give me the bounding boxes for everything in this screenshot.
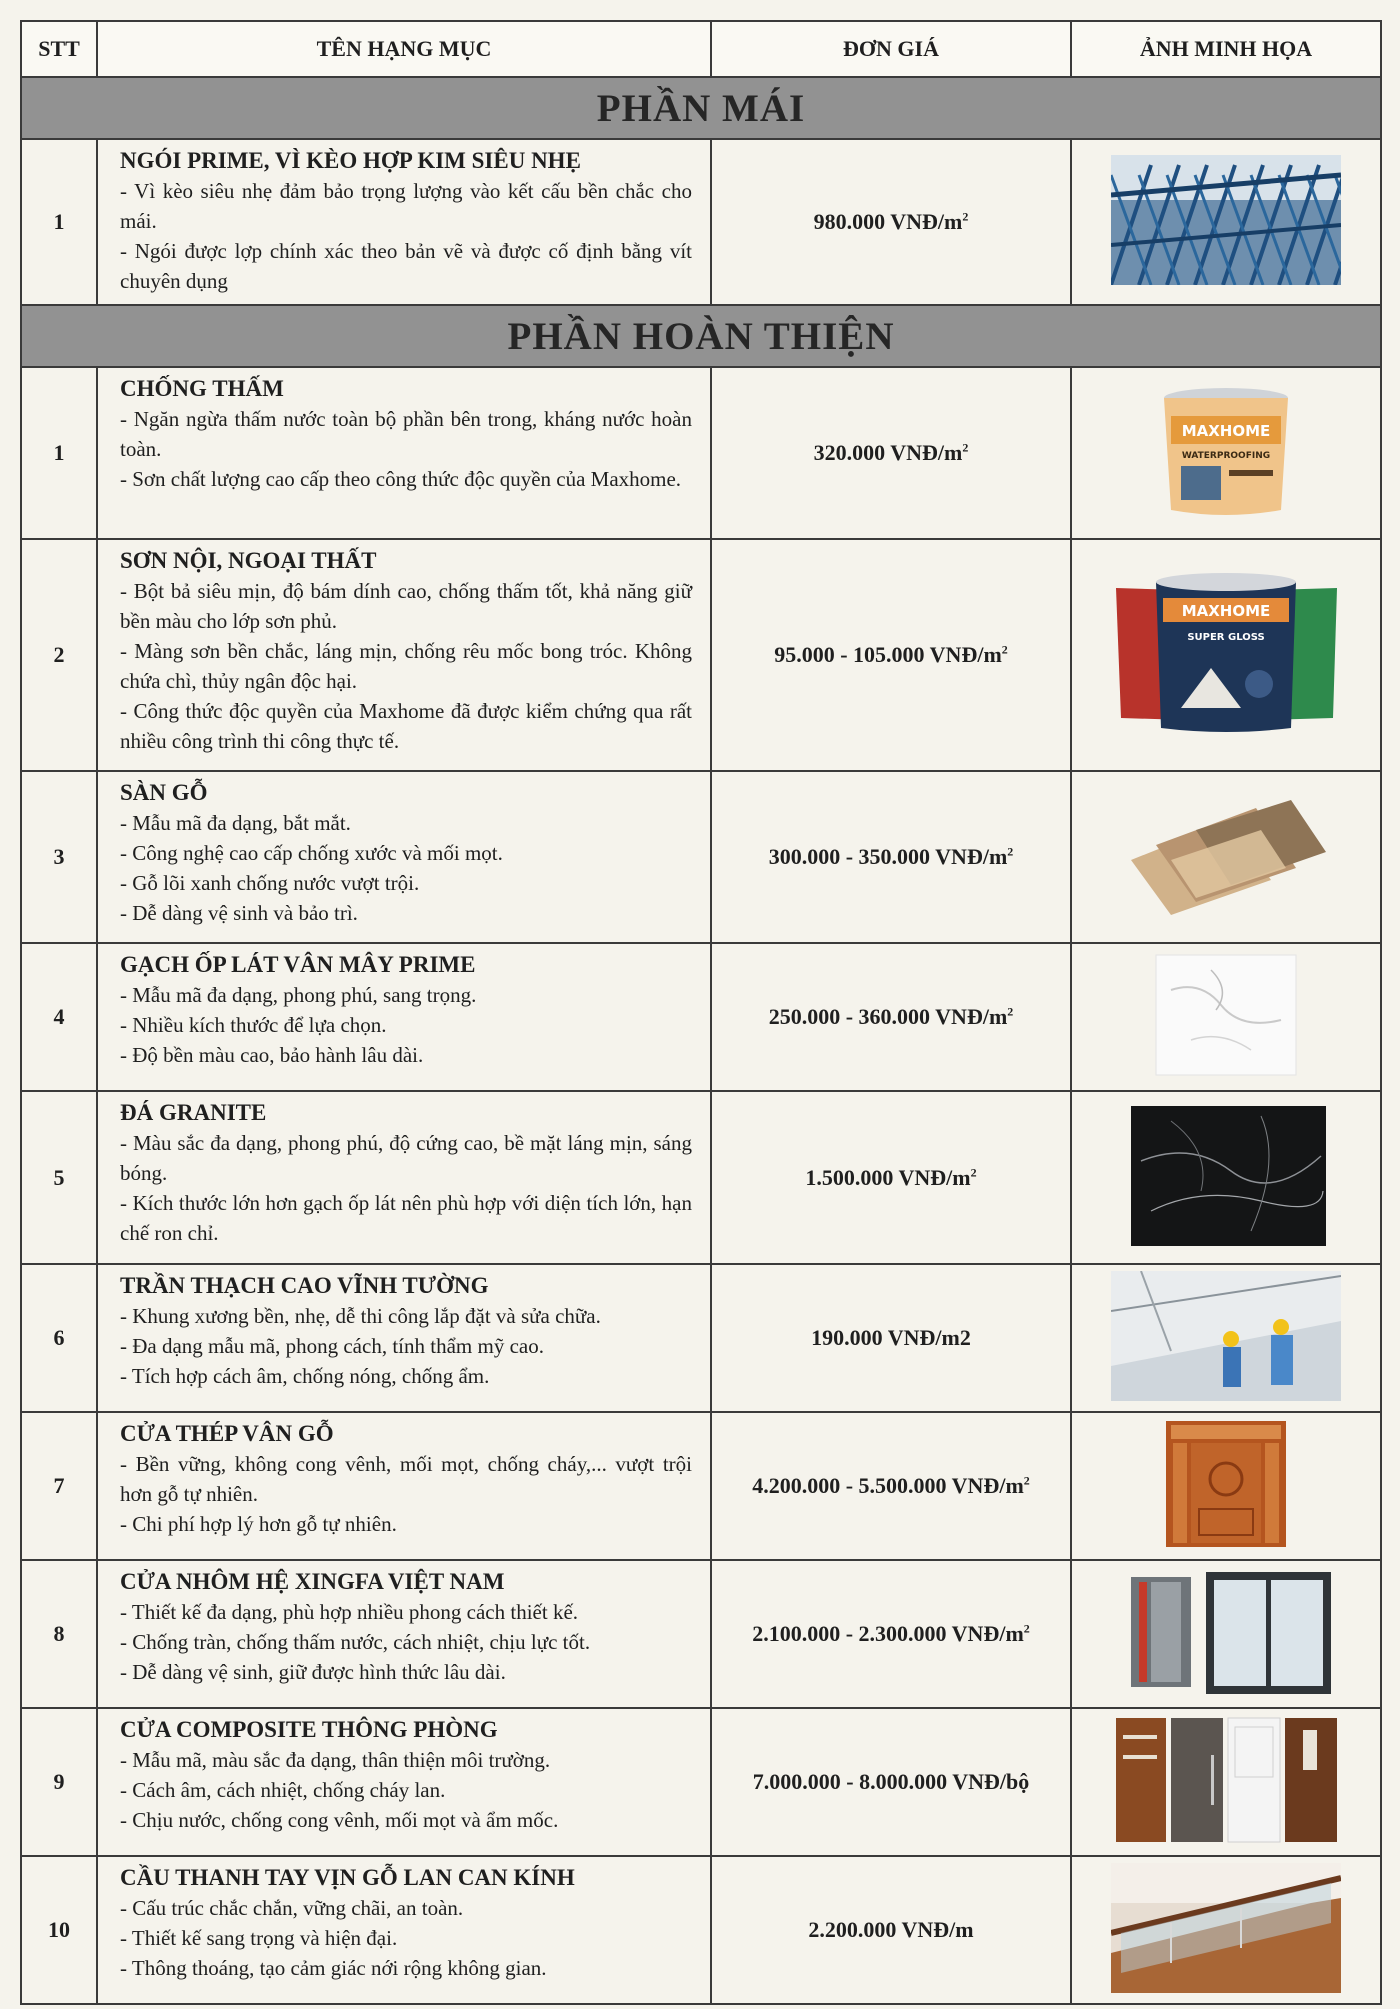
svg-text:WATERPROOFING: WATERPROOFING — [1181, 451, 1271, 461]
table-header-row — [21, 21, 1381, 77]
item-title: ĐÁ GRANITE — [120, 1100, 267, 1125]
row-stt: 9 — [21, 1708, 97, 1856]
row-description — [97, 139, 711, 305]
item-description-line: - Tích hợp cách âm, chống nóng, chống ẩm. — [120, 1364, 490, 1388]
section-title: PHẦN MÁI — [21, 77, 1381, 139]
price-unit-exponent: 2 — [1023, 1621, 1030, 1636]
item-title: CẦU THANH TAY VỊN GỖ LAN CAN KÍNH — [120, 1865, 575, 1890]
section-header-row — [21, 305, 1381, 367]
price-list-page — [20, 20, 1380, 1989]
item-description-line: - Bột bả siêu mịn, độ bám dính cao, chống thấm tốt, khả năng giữ bền màu cho lớp sơn phủ. — [120, 579, 692, 633]
row-description — [97, 771, 711, 943]
price-unit-exponent: 2 — [970, 1165, 977, 1180]
item-description-line: - Màng sơn bền chắc, láng mịn, chống rêu mốc bong tróc. Không chứa chì, thủy ngân độc hại. — [120, 639, 692, 693]
row-stt: 5 — [21, 1091, 97, 1264]
table-row — [21, 1856, 1381, 2004]
item-description-line: - Công nghệ cao cấp chống xước và mối mọt. — [120, 841, 503, 865]
section-header-row — [21, 77, 1381, 139]
row-image-cell — [1071, 367, 1381, 539]
row-price — [711, 1560, 1071, 1708]
wood-floor-samples-image — [1111, 905, 1341, 924]
row-image-cell — [1071, 1412, 1381, 1560]
row-description — [97, 539, 711, 771]
item-description-line: - Thông thoáng, tạo cảm giác nới rộng không gian. — [120, 1956, 547, 1980]
item-title: GẠCH ỐP LÁT VÂN MÂY PRIME — [120, 952, 476, 977]
row-price — [711, 1856, 1071, 2004]
item-description-line: - Kích thước lớn hơn gạch ốp lát nên phù hợp với diện tích lớn, hạn chế ron chỉ. — [120, 1191, 692, 1245]
row-stt: 10 — [21, 1856, 97, 2004]
steel-truss-image — [1111, 270, 1341, 289]
price-unit-exponent: 2 — [1023, 1473, 1030, 1488]
marble-tile-image — [1111, 1065, 1341, 1084]
row-stt: 8 — [21, 1560, 97, 1708]
price-unit-exponent: 2 — [962, 440, 969, 455]
item-description-line: - Gỗ lõi xanh chống nước vượt trội. — [120, 871, 420, 895]
table-row — [21, 367, 1381, 539]
header-name: TÊN HẠNG MỤC — [97, 21, 711, 77]
item-title: TRẦN THẠCH CAO VĨNH TƯỜNG — [120, 1273, 489, 1298]
item-title: SƠN NỘI, NGOẠI THẤT — [120, 548, 377, 573]
item-description-line: - Ngăn ngừa thấm nước toàn bộ phần bên trong, kháng nước hoàn toàn. — [120, 407, 692, 461]
row-description — [97, 1091, 711, 1264]
item-title: SÀN GỖ — [120, 780, 208, 805]
paint-buckets-image — [1111, 602, 1341, 742]
row-price — [711, 539, 1071, 771]
table-row — [21, 1708, 1381, 1856]
row-stt: 2 — [21, 539, 97, 771]
item-description-line: - Chống tràn, chống thấm nước, cách nhiệt, chịu lực tốt. — [120, 1630, 591, 1654]
price-value: 300.000 - 350.000 VNĐ/m — [768, 844, 1008, 869]
row-price — [711, 1091, 1071, 1264]
composite-doors-image — [1111, 1830, 1341, 1849]
row-description — [97, 943, 711, 1091]
item-title: CỬA THÉP VÂN GỖ — [120, 1421, 334, 1446]
price-value: 95.000 - 105.000 VNĐ/m — [774, 642, 1002, 667]
item-description-line: - Dễ dàng vệ sinh, giữ được hình thức lâu dài. — [120, 1660, 506, 1684]
item-description-line: - Thiết kế sang trọng và hiện đại. — [120, 1926, 398, 1950]
svg-text:SUPER GLOSS: SUPER GLOSS — [1187, 632, 1265, 643]
item-description-line: - Chi phí hợp lý hơn gỗ tự nhiên. — [120, 1512, 397, 1536]
item-title: CHỐNG THẤM — [120, 376, 284, 401]
item-description-line: - Độ bền màu cao, bảo hành lâu dài. — [120, 1043, 424, 1067]
aluminum-window-image — [1111, 1682, 1341, 1701]
table-row — [21, 943, 1381, 1091]
row-image-cell — [1071, 1708, 1381, 1856]
row-image-cell — [1071, 943, 1381, 1091]
table-row — [21, 1264, 1381, 1412]
item-description-line: - Màu sắc đa dạng, phong phú, độ cứng cao, bề mặt láng mịn, sáng bóng. — [120, 1131, 692, 1185]
row-description — [97, 1708, 711, 1856]
item-description-line: - Ngói được lợp chính xác theo bản vẽ và được cố định bằng vít chuyên dụng — [120, 239, 692, 293]
item-description-line: - Khung xương bền, nhẹ, dễ thi công lắp đặt và sửa chữa. — [120, 1304, 601, 1328]
table-row — [21, 1091, 1381, 1264]
item-description-line: - Công thức độc quyền của Maxhome đã được kiểm chứng qua rất nhiều công trình thi công thực tế. — [120, 699, 692, 753]
row-image-cell — [1071, 139, 1381, 305]
item-description-line: - Mẫu mã đa dạng, bắt mắt. — [120, 811, 351, 835]
item-description-line: - Mẫu mã, màu sắc đa dạng, thân thiện môi trường. — [120, 1748, 551, 1772]
row-image-cell — [1071, 1091, 1381, 1264]
row-stt: 7 — [21, 1412, 97, 1560]
price-value: 4.200.000 - 5.500.000 VNĐ/m — [752, 1473, 1024, 1498]
row-stt: 6 — [21, 1264, 97, 1412]
price-value: 2.200.000 VNĐ/m — [808, 1917, 974, 1942]
header-image: ẢNH MINH HỌA — [1071, 21, 1381, 77]
row-description — [97, 1264, 711, 1412]
item-description-line: - Cấu trúc chắc chắn, vững chãi, an toàn. — [120, 1896, 464, 1920]
item-title: CỬA COMPOSITE THÔNG PHÒNG — [120, 1717, 498, 1742]
row-description — [97, 1412, 711, 1560]
row-price — [711, 1264, 1071, 1412]
table-row — [21, 1560, 1381, 1708]
row-price — [711, 943, 1071, 1091]
item-description-line: - Vì kèo siêu nhẹ đảm bảo trọng lượng vào kết cấu bền chắc cho mái. — [120, 179, 692, 233]
price-unit-exponent: 2 — [1007, 1004, 1014, 1019]
svg-text:MAXHOME: MAXHOME — [1181, 602, 1271, 620]
item-description-line: - Cách âm, cách nhiệt, chống cháy lan. — [120, 1778, 446, 1802]
item-description-line: - Bền vững, không cong vênh, mối mọt, chống cháy,... vượt trội hơn gỗ tự nhiên. — [120, 1452, 692, 1506]
row-image-cell — [1071, 1560, 1381, 1708]
row-stt: 3 — [21, 771, 97, 943]
item-title: CỬA NHÔM HỆ XINGFA VIỆT NAM — [120, 1569, 505, 1594]
item-description-line: - Chịu nước, chống cong vênh, mối mọt và ẩm mốc. — [120, 1808, 559, 1832]
section-title: PHẦN HOÀN THIỆN — [21, 305, 1381, 367]
item-description-line: - Sơn chất lượng cao cấp theo công thức độc quyền của Maxhome. — [120, 467, 682, 491]
row-stt: 1 — [21, 139, 97, 305]
gypsum-ceiling-workers-image — [1111, 1386, 1341, 1405]
item-description-line: - Đa dạng mẫu mã, phong cách, tính thẩm mỹ cao. — [120, 1334, 544, 1358]
row-image-cell — [1071, 1264, 1381, 1412]
row-price — [711, 771, 1071, 943]
wood-grain-steel-door-image — [1111, 1534, 1341, 1553]
waterproof-paint-bucket-image — [1111, 422, 1341, 520]
item-description-line: - Mẫu mã đa dạng, phong phú, sang trọng. — [120, 983, 477, 1007]
price-value: 980.000 VNĐ/m — [813, 209, 963, 234]
item-title: NGÓI PRIME, VÌ KÈO HỢP KIM SIÊU NHẸ — [120, 148, 581, 173]
price-value: 190.000 VNĐ/m2 — [811, 1325, 971, 1350]
black-granite-image — [1111, 1236, 1341, 1255]
row-description — [97, 1560, 711, 1708]
price-unit-exponent: 2 — [962, 209, 969, 224]
table-row — [21, 139, 1381, 305]
item-description-line: - Thiết kế đa dạng, phù hợp nhiều phong cách thiết kế. — [120, 1600, 579, 1624]
row-price — [711, 1708, 1071, 1856]
row-description — [97, 1856, 711, 2004]
row-stt: 1 — [21, 367, 97, 539]
row-description — [97, 367, 711, 539]
table-row — [21, 1412, 1381, 1560]
row-stt: 4 — [21, 943, 97, 1091]
glass-railing-stairs-image — [1111, 1978, 1341, 1997]
price-value: 1.500.000 VNĐ/m — [805, 1164, 971, 1190]
row-image-cell — [1071, 539, 1381, 771]
row-image-cell — [1071, 1856, 1381, 2004]
svg-text:MAXHOME: MAXHOME — [1181, 422, 1271, 440]
price-table — [20, 20, 1382, 2005]
row-price — [711, 139, 1071, 305]
price-value: 250.000 - 360.000 VNĐ/m — [768, 1004, 1008, 1029]
row-price — [711, 1412, 1071, 1560]
price-value: 7.000.000 - 8.000.000 VNĐ/bộ — [752, 1769, 1030, 1794]
row-price — [711, 367, 1071, 539]
header-price: ĐƠN GIÁ — [711, 21, 1071, 77]
header-stt: STT — [21, 21, 97, 77]
item-description-line: - Dễ dàng vệ sinh và bảo trì. — [120, 901, 358, 925]
price-unit-exponent: 2 — [1001, 642, 1008, 657]
price-value: 320.000 VNĐ/m — [813, 440, 963, 465]
price-unit-exponent: 2 — [1007, 844, 1014, 859]
price-value: 2.100.000 - 2.300.000 VNĐ/m — [752, 1621, 1024, 1646]
row-image-cell — [1071, 771, 1381, 943]
item-description-line: - Nhiều kích thước để lựa chọn. — [120, 1013, 387, 1037]
table-row — [21, 539, 1381, 771]
table-row — [21, 771, 1381, 943]
